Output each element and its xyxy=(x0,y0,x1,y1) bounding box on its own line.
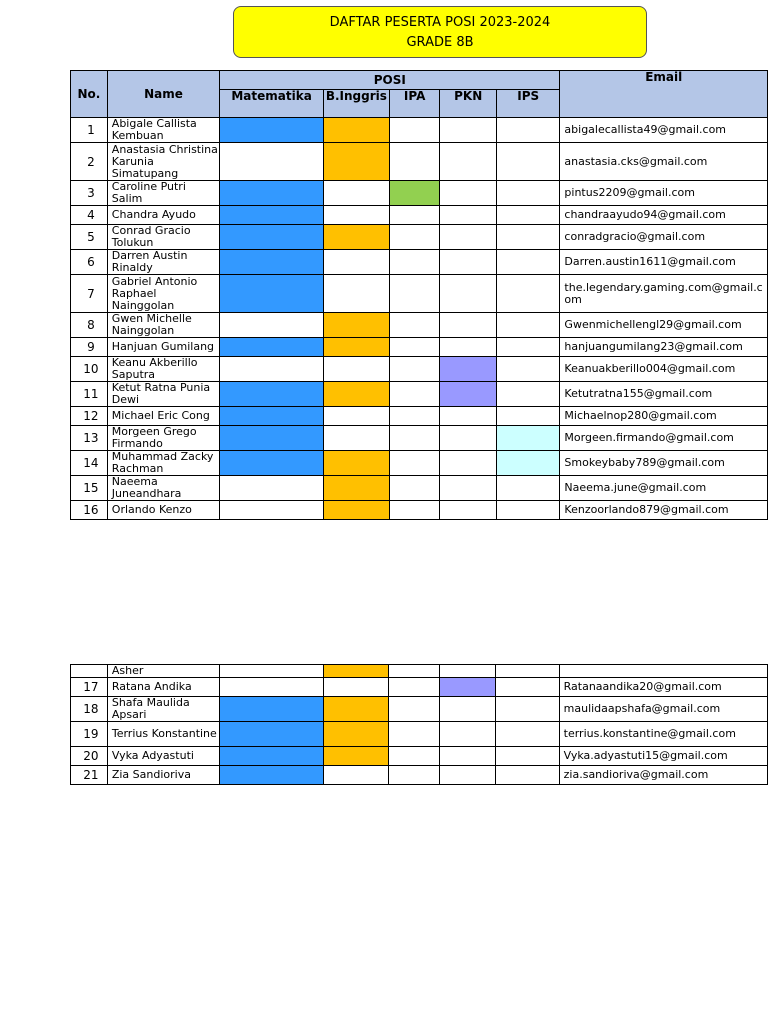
participant-email: Smokeybaby789@gmail.com xyxy=(560,451,768,476)
subject-cell-ipa xyxy=(389,382,440,407)
subject-cell-mat xyxy=(220,501,324,520)
subject-cell-ips xyxy=(497,275,560,313)
participant-table xyxy=(70,70,768,520)
subject-cell-pkn xyxy=(440,476,497,501)
subject-cell-ing xyxy=(323,143,389,181)
subject-cell-ipa xyxy=(389,476,440,501)
subject-cell-ipa xyxy=(389,426,440,451)
subject-cell-mat xyxy=(220,426,324,451)
participant-name: Gabriel Antonio Raphael Nainggolan xyxy=(107,275,219,313)
table-row xyxy=(71,766,768,785)
subject-cell-ing xyxy=(323,451,389,476)
subject-cell-pkn xyxy=(440,501,497,520)
subject-cell-ing xyxy=(323,206,389,225)
participant-name: Keanu Akberillo Saputra xyxy=(107,357,219,382)
row-number: 9 xyxy=(71,338,108,357)
subject-cell-mat xyxy=(220,747,323,766)
row-number: 20 xyxy=(71,747,108,766)
table-row xyxy=(71,275,768,313)
subject-cell-pkn xyxy=(439,678,496,697)
subject-cell-ips xyxy=(496,678,559,697)
header-matematika: Matematika xyxy=(220,90,324,118)
subject-cell-ips xyxy=(497,476,560,501)
table-row xyxy=(71,665,768,678)
row-number: 2 xyxy=(71,143,108,181)
row-number: 11 xyxy=(71,382,108,407)
participant-name: Hanjuan Gumilang xyxy=(107,338,219,357)
table-row xyxy=(71,357,768,382)
subject-cell-mat xyxy=(220,382,324,407)
row-number xyxy=(71,665,108,678)
subject-cell-pkn xyxy=(440,338,497,357)
row-number: 18 xyxy=(71,697,108,722)
subject-cell-ing xyxy=(323,722,388,747)
row-number: 16 xyxy=(71,501,108,520)
subject-cell-pkn xyxy=(440,250,497,275)
subject-cell-ipa xyxy=(389,678,440,697)
subject-cell-ips xyxy=(497,451,560,476)
header-no: No. xyxy=(71,71,108,118)
subject-cell-mat xyxy=(220,407,324,426)
subject-cell-pkn xyxy=(439,722,496,747)
subject-cell-pkn xyxy=(440,275,497,313)
participant-email: Naeema.june@gmail.com xyxy=(560,476,768,501)
participant-name: Abigale Callista Kembuan xyxy=(107,118,219,143)
subject-cell-mat xyxy=(220,313,324,338)
row-number: 3 xyxy=(71,181,108,206)
subject-cell-ipa xyxy=(389,357,440,382)
participant-name: Darren Austin Rinaldy xyxy=(107,250,219,275)
row-number: 15 xyxy=(71,476,108,501)
subject-cell-ing xyxy=(323,476,389,501)
row-number: 5 xyxy=(71,225,108,250)
row-number: 7 xyxy=(71,275,108,313)
table-row xyxy=(71,722,768,747)
subject-cell-ips xyxy=(497,407,560,426)
subject-cell-mat xyxy=(220,357,324,382)
participant-email: Gwenmichellengl29@gmail.com xyxy=(560,313,768,338)
subject-cell-ing xyxy=(323,407,389,426)
row-number: 10 xyxy=(71,357,108,382)
subject-cell-ipa xyxy=(389,501,440,520)
table-row xyxy=(71,250,768,275)
subject-cell-ing xyxy=(323,338,389,357)
participant-email: terrius.konstantine@gmail.com xyxy=(559,722,767,747)
row-number: 21 xyxy=(71,766,108,785)
subject-cell-ips xyxy=(497,118,560,143)
document-title xyxy=(233,6,647,58)
subject-cell-ipa xyxy=(389,275,440,313)
row-number: 6 xyxy=(71,250,108,275)
participant-email xyxy=(559,665,767,678)
participant-name: Caroline Putri Salim xyxy=(107,181,219,206)
header-pkn: PKN xyxy=(440,90,497,118)
participant-table-continued xyxy=(70,664,768,785)
participant-name: Ketut Ratna Punia Dewi xyxy=(107,382,219,407)
subject-cell-ing xyxy=(323,250,389,275)
participant-email: Michaelnop280@gmail.com xyxy=(560,407,768,426)
table-row xyxy=(71,181,768,206)
participant-email: zia.sandioriva@gmail.com xyxy=(559,766,767,785)
row-number: 19 xyxy=(71,722,108,747)
header-b-inggris: B.Inggris xyxy=(323,90,389,118)
subject-cell-mat xyxy=(220,118,324,143)
table-row xyxy=(71,206,768,225)
participant-email: conradgracio@gmail.com xyxy=(560,225,768,250)
participant-name: Terrius Konstantine xyxy=(107,722,220,747)
table-row xyxy=(71,678,768,697)
subject-cell-ips xyxy=(497,250,560,275)
subject-cell-pkn xyxy=(440,313,497,338)
subject-cell-ips xyxy=(496,722,559,747)
participant-name: Michael Eric Cong xyxy=(107,407,219,426)
subject-cell-pkn xyxy=(440,118,497,143)
participant-email: the.legendary.gaming.com@gmail.com xyxy=(560,275,768,313)
participant-email: Ratanaandika20@gmail.com xyxy=(559,678,767,697)
subject-cell-pkn xyxy=(440,206,497,225)
row-number: 14 xyxy=(71,451,108,476)
subject-cell-mat xyxy=(220,225,324,250)
subject-cell-pkn xyxy=(440,426,497,451)
subject-cell-ips xyxy=(496,665,559,678)
subject-cell-pkn xyxy=(439,766,496,785)
participant-email: Vyka.adyastuti15@gmail.com xyxy=(559,747,767,766)
subject-cell-ipa xyxy=(389,665,440,678)
subject-cell-ipa xyxy=(389,206,440,225)
subject-cell-pkn xyxy=(440,451,497,476)
subject-cell-pkn xyxy=(440,181,497,206)
table-row xyxy=(71,451,768,476)
subject-cell-ipa xyxy=(389,118,440,143)
subject-cell-mat xyxy=(220,275,324,313)
subject-cell-ips xyxy=(496,747,559,766)
subject-cell-ing xyxy=(323,225,389,250)
participant-name: Muhammad Zacky Rachman xyxy=(107,451,219,476)
participant-email: Keanuakberillo004@gmail.com xyxy=(560,357,768,382)
participant-email: pintus2209@gmail.com xyxy=(560,181,768,206)
subject-cell-ing xyxy=(323,357,389,382)
subject-cell-ipa xyxy=(389,313,440,338)
participant-email: Morgeen.firmando@gmail.com xyxy=(560,426,768,451)
title-line-1: DAFTAR PESERTA POSI 2023-2024 xyxy=(329,15,551,30)
header-posi: POSI xyxy=(220,71,560,90)
subject-cell-ips xyxy=(497,143,560,181)
table-row xyxy=(71,143,768,181)
subject-cell-mat xyxy=(220,697,323,722)
participant-name: Chandra Ayudo xyxy=(107,206,219,225)
subject-cell-pkn xyxy=(439,697,496,722)
subject-cell-pkn xyxy=(439,747,496,766)
subject-cell-mat xyxy=(220,250,324,275)
subject-cell-ips xyxy=(497,181,560,206)
row-number: 8 xyxy=(71,313,108,338)
title-line-2: GRADE 8B xyxy=(406,35,474,50)
subject-cell-mat xyxy=(220,181,324,206)
table-row xyxy=(71,407,768,426)
subject-cell-ing xyxy=(323,747,388,766)
subject-cell-pkn xyxy=(440,225,497,250)
subject-cell-ing xyxy=(323,766,388,785)
subject-cell-ips xyxy=(496,697,559,722)
participant-name: Gwen Michelle Nainggolan xyxy=(107,313,219,338)
subject-cell-ing xyxy=(323,118,389,143)
subject-cell-ipa xyxy=(389,722,440,747)
subject-cell-pkn xyxy=(440,357,497,382)
subject-cell-ing xyxy=(323,426,389,451)
subject-cell-pkn xyxy=(439,665,496,678)
header-name: Name xyxy=(107,71,219,118)
participant-name: Shafa Maulida Apsari xyxy=(107,697,220,722)
subject-cell-pkn xyxy=(440,143,497,181)
participant-name: Zia Sandioriva xyxy=(107,766,220,785)
participant-email: maulidaapshafa@gmail.com xyxy=(559,697,767,722)
subject-cell-ips xyxy=(497,357,560,382)
subject-cell-mat xyxy=(220,476,324,501)
row-number: 4 xyxy=(71,206,108,225)
subject-cell-mat xyxy=(220,338,324,357)
participant-name: Asher xyxy=(107,665,220,678)
subject-cell-ing xyxy=(323,275,389,313)
subject-cell-ips xyxy=(497,338,560,357)
subject-cell-mat xyxy=(220,143,324,181)
subject-cell-pkn xyxy=(440,382,497,407)
participant-name: Morgeen Grego Firmando xyxy=(107,426,219,451)
subject-cell-mat xyxy=(220,766,323,785)
subject-cell-ipa xyxy=(389,338,440,357)
row-number: 1 xyxy=(71,118,108,143)
subject-cell-ing xyxy=(323,697,388,722)
subject-cell-ips xyxy=(497,206,560,225)
subject-cell-ing xyxy=(323,501,389,520)
subject-cell-mat xyxy=(220,665,323,678)
subject-cell-ipa xyxy=(389,747,440,766)
subject-cell-ipa xyxy=(389,766,440,785)
header-ipa: IPA xyxy=(389,90,440,118)
table-row xyxy=(71,382,768,407)
participant-email: hanjuangumilang23@gmail.com xyxy=(560,338,768,357)
subject-cell-ips xyxy=(497,225,560,250)
table-row xyxy=(71,476,768,501)
participant-name: Orlando Kenzo xyxy=(107,501,219,520)
participant-email: Darren.austin1611@gmail.com xyxy=(560,250,768,275)
table-row xyxy=(71,426,768,451)
subject-cell-ipa xyxy=(389,250,440,275)
subject-cell-ing xyxy=(323,313,389,338)
table-row xyxy=(71,313,768,338)
subject-cell-mat xyxy=(220,722,323,747)
row-number: 17 xyxy=(71,678,108,697)
participant-name: Naeema Juneandhara xyxy=(107,476,219,501)
row-number: 12 xyxy=(71,407,108,426)
participant-name: Vyka Adyastuti xyxy=(107,747,220,766)
subject-cell-mat xyxy=(220,206,324,225)
subject-cell-mat xyxy=(220,451,324,476)
table-row xyxy=(71,338,768,357)
table-row xyxy=(71,747,768,766)
header-email: Email xyxy=(560,71,768,118)
participant-email: Ketutratna155@gmail.com xyxy=(560,382,768,407)
table-row xyxy=(71,118,768,143)
header-ips: IPS xyxy=(497,90,560,118)
subject-cell-ing xyxy=(323,382,389,407)
table-row xyxy=(71,225,768,250)
subject-cell-ips xyxy=(497,426,560,451)
subject-cell-ing xyxy=(323,181,389,206)
participant-email: Kenzoorlando879@gmail.com xyxy=(560,501,768,520)
subject-cell-ips xyxy=(496,766,559,785)
subject-cell-ips xyxy=(497,501,560,520)
participant-email: abigalecallista49@gmail.com xyxy=(560,118,768,143)
table-row xyxy=(71,697,768,722)
subject-cell-ipa xyxy=(389,697,440,722)
participant-name: Ratana Andika xyxy=(107,678,220,697)
participant-email: anastasia.cks@gmail.com xyxy=(560,143,768,181)
subject-cell-ips xyxy=(497,382,560,407)
row-number: 13 xyxy=(71,426,108,451)
subject-cell-ing xyxy=(323,665,388,678)
subject-cell-ing xyxy=(323,678,388,697)
subject-cell-ipa xyxy=(389,225,440,250)
subject-cell-ipa xyxy=(389,407,440,426)
subject-cell-ipa xyxy=(389,451,440,476)
participant-name: Conrad Gracio Tolukun xyxy=(107,225,219,250)
participant-email: chandraayudo94@gmail.com xyxy=(560,206,768,225)
subject-cell-ipa xyxy=(389,181,440,206)
subject-cell-ipa xyxy=(389,143,440,181)
subject-cell-ips xyxy=(497,313,560,338)
subject-cell-pkn xyxy=(440,407,497,426)
subject-cell-mat xyxy=(220,678,323,697)
participant-name: Anastasia Christina Karunia Simatupang xyxy=(107,143,219,181)
table-row xyxy=(71,501,768,520)
